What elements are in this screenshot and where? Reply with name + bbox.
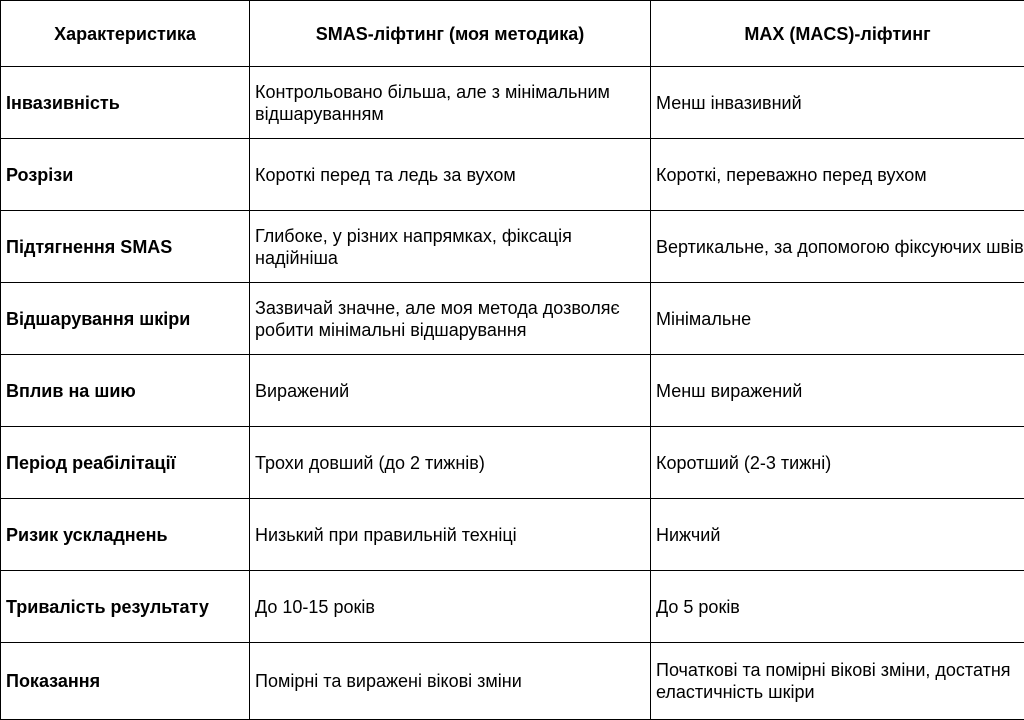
table-row [1,571,1024,643]
macs-cell: Мінімальне [651,283,1024,355]
header-characteristic: Характеристика [1,1,250,67]
table-row [1,211,1024,283]
macs-cell: Коротший (2-3 тижні) [651,427,1024,499]
macs-cell: Менш виражений [651,355,1024,427]
feature-cell: Показання [1,643,250,720]
smas-cell: Виражений [250,355,651,427]
smas-cell: Помірні та виражені вікові зміни [250,643,651,720]
smas-cell: Зазвичай значне, але моя метода дозволяє робити мінімальні відшарування [250,283,651,355]
smas-cell: Низький при правильній техніці [250,499,651,571]
table-row [1,427,1024,499]
table-row [1,139,1024,211]
macs-cell: До 5 років [651,571,1024,643]
feature-cell: Підтягнення SMAS [1,211,250,283]
feature-cell: Розрізи [1,139,250,211]
feature-cell: Інвазивність [1,67,250,139]
header-smas-lifting: SMAS-ліфтинг (моя методика) [250,1,651,67]
feature-cell: Відшарування шкіри [1,283,250,355]
table-row [1,355,1024,427]
smas-cell: До 10-15 років [250,571,651,643]
macs-cell: Вертикальне, за допомогою фіксуючих швів [651,211,1024,283]
smas-cell: Контрольовано більша, але з мінімальним відшаруванням [250,67,651,139]
table-row [1,283,1024,355]
feature-cell: Вплив на шию [1,355,250,427]
smas-cell: Короткі перед та ледь за вухом [250,139,651,211]
table-header-row [1,1,1024,67]
macs-cell: Менш інвазивний [651,67,1024,139]
feature-cell: Ризик ускладнень [1,499,250,571]
table-row [1,67,1024,139]
feature-cell: Період реабілітації [1,427,250,499]
macs-cell: Початкові та помірні вікові зміни, достатня еластичність шкіри [651,643,1024,720]
feature-cell: Тривалість результату [1,571,250,643]
smas-cell: Трохи довший (до 2 тижнів) [250,427,651,499]
table-row [1,499,1024,571]
macs-cell: Короткі, переважно перед вухом [651,139,1024,211]
table-row [1,643,1024,720]
macs-cell: Нижчий [651,499,1024,571]
header-macs-lifting: MAX (MACS)-ліфтинг [651,1,1024,67]
smas-cell: Глибоке, у різних напрямках, фіксація надійніша [250,211,651,283]
